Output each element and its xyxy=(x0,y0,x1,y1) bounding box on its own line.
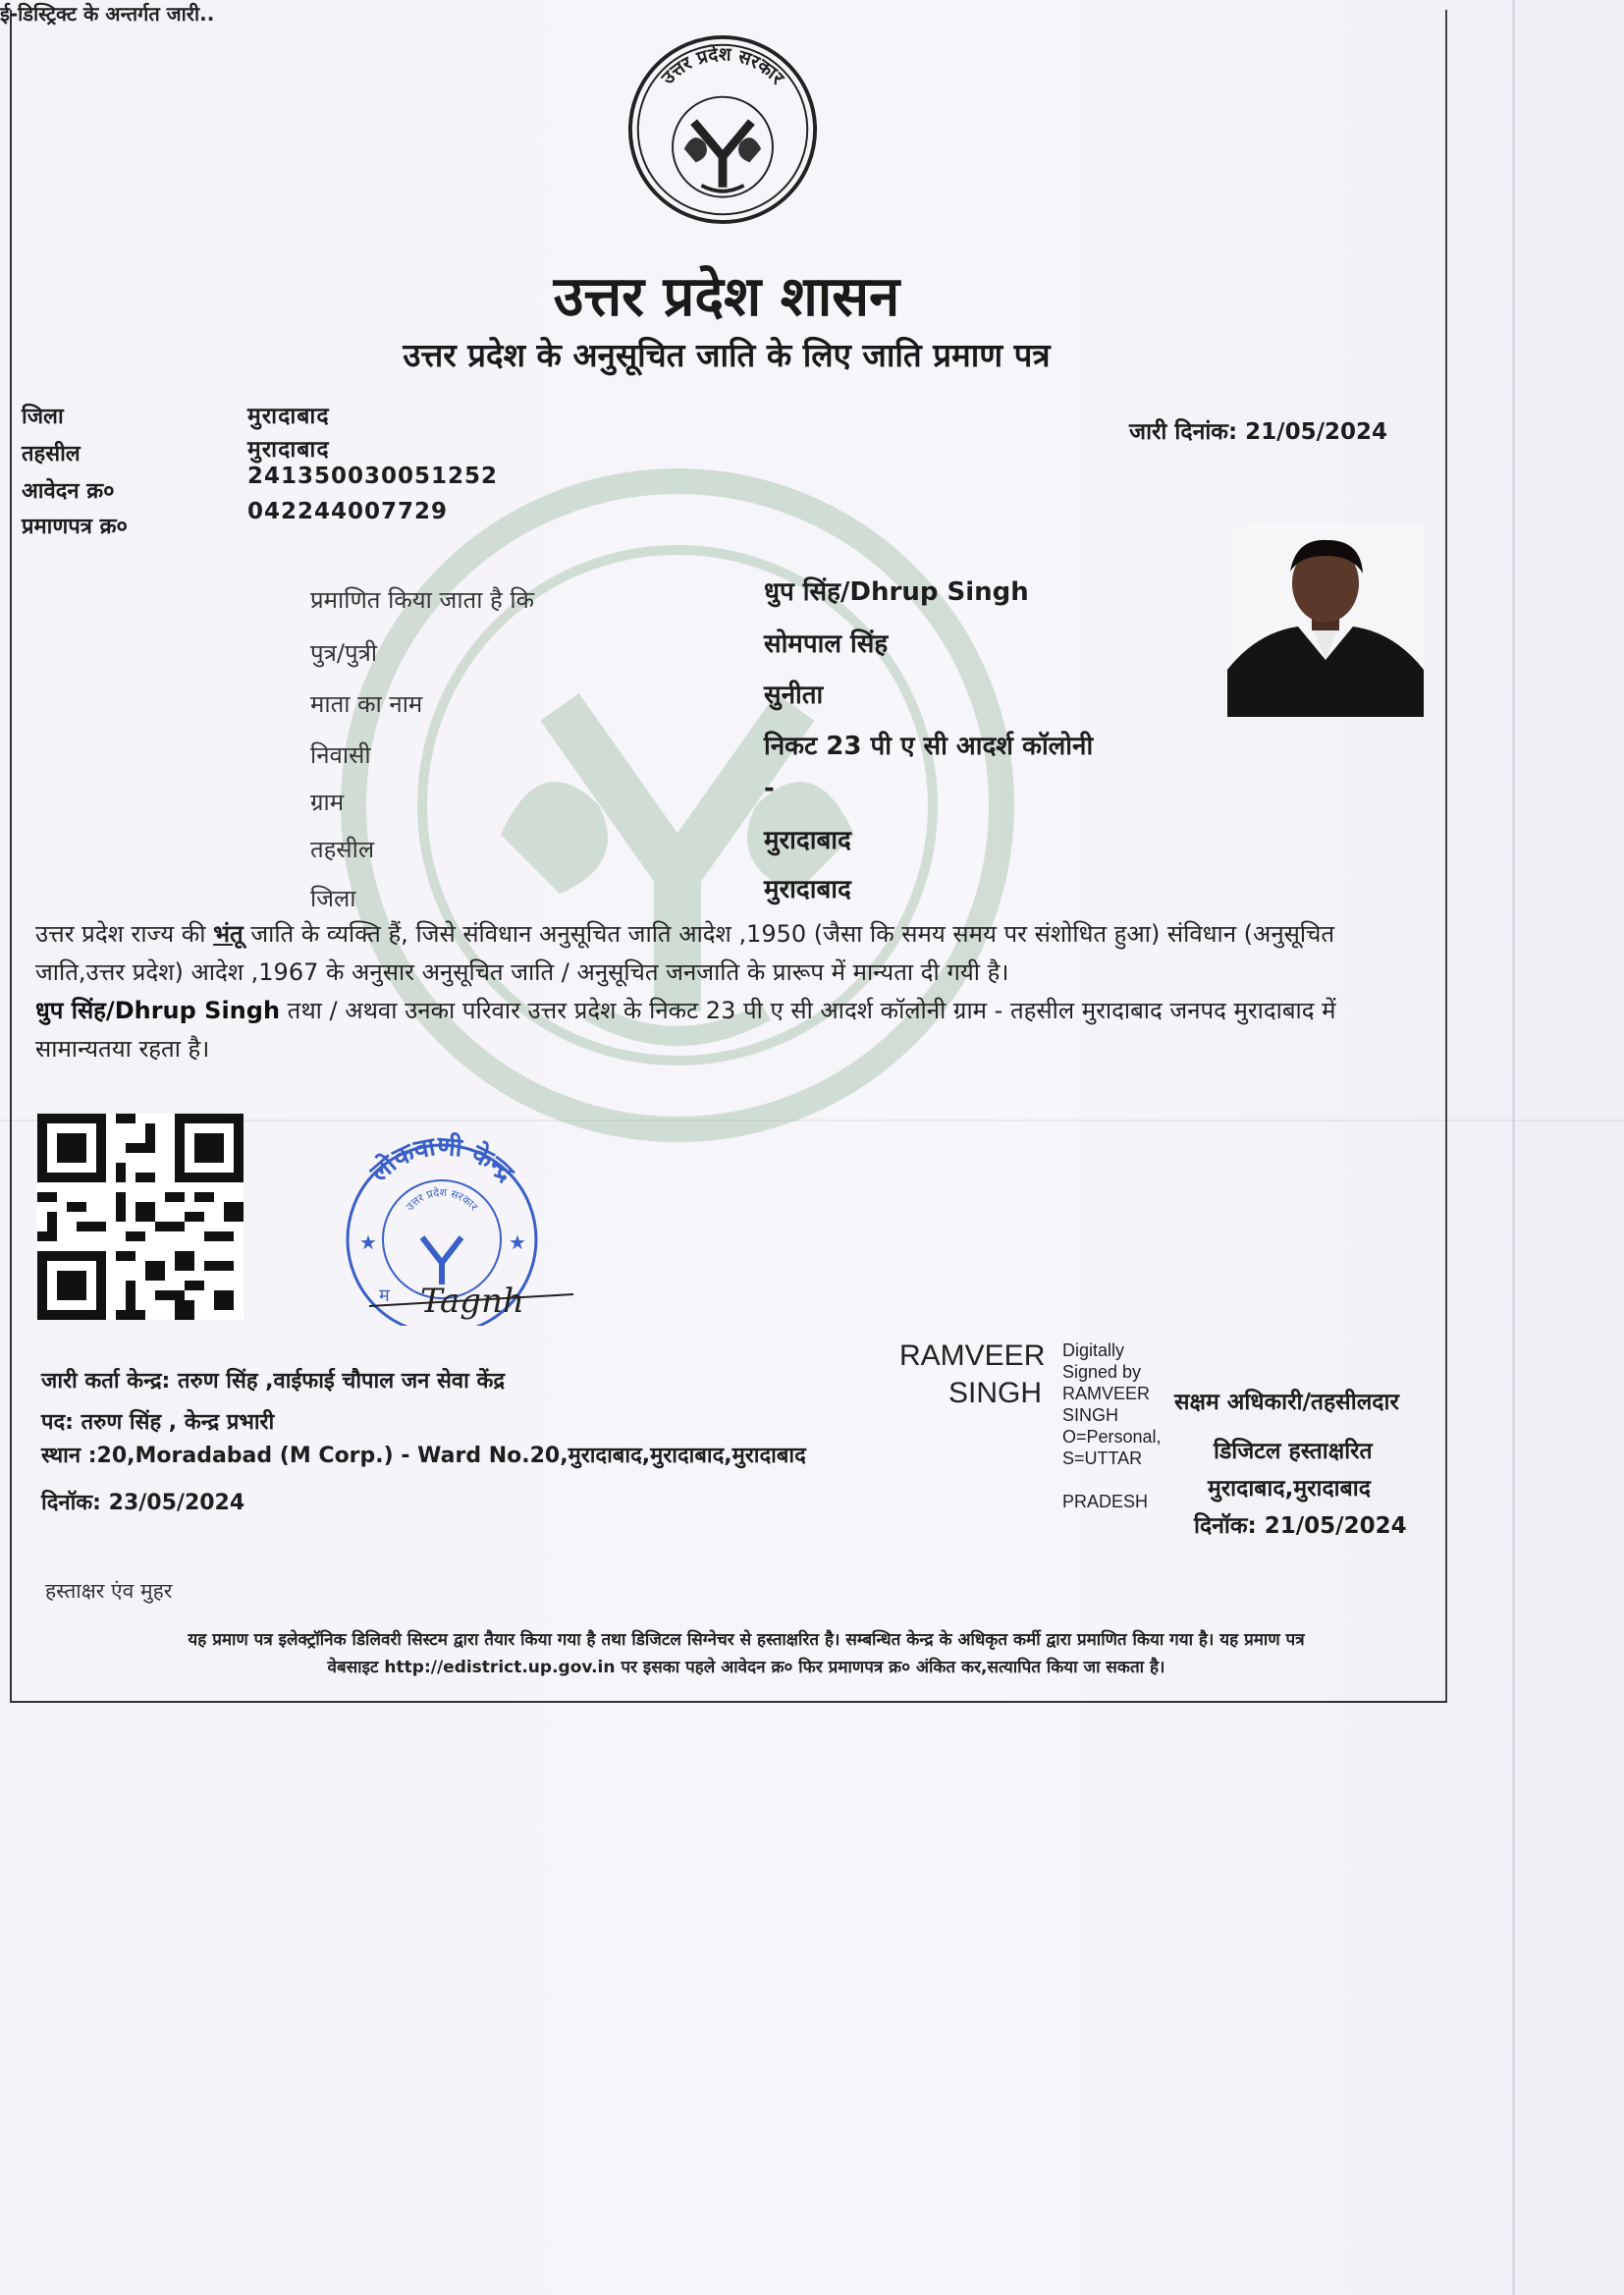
certificate-footer xyxy=(39,1626,1453,1681)
header-note: ई-डिस्ट्रिक्ट के अन्तर्गत जारी.. xyxy=(0,2,215,26)
father-name: सोमपाल सिंह xyxy=(764,629,889,659)
field-tehsil-label: तहसील xyxy=(310,836,375,863)
ds-state-tail: PRADESH xyxy=(1062,1492,1149,1511)
paper-crease xyxy=(1512,0,1515,2295)
stamp-text: लोकवाणी केन्द्र xyxy=(364,1131,519,1188)
field-district-value: मुरादाबाद xyxy=(764,875,851,904)
district-value: मुरादाबाद xyxy=(247,404,330,429)
certificate-paragraph-1 xyxy=(35,915,1430,992)
issuer-post: पद: तरुण सिंह , केन्द्र प्रभारी xyxy=(41,1410,275,1435)
mother-label: माता का नाम xyxy=(310,690,423,718)
lokvani-stamp xyxy=(330,1129,575,1326)
village-value: - xyxy=(764,774,775,803)
applicant-name: धुप सिंह/Dhrup Singh xyxy=(764,577,1029,607)
village-label: ग्राम xyxy=(310,789,345,816)
officer-date: दिनॉक: 21/05/2024 xyxy=(1194,1513,1407,1539)
mother-name: सुनीता xyxy=(764,681,824,710)
certificate-title: उत्तर प्रदेश शासन xyxy=(553,264,900,329)
digital-sign-details xyxy=(1062,1339,1162,1469)
application-no-label: आवेदन क्र० xyxy=(22,479,115,504)
ds-line: RAMVEER xyxy=(1062,1384,1151,1403)
tehsil-value: मुरादाबाद xyxy=(247,437,330,463)
stamp-inner-text: उत्तर प्रदेश सरकार xyxy=(403,1185,481,1214)
field-district-label: जिला xyxy=(310,885,356,912)
para1-intro: उत्तर प्रदेश राज्य की xyxy=(35,920,214,948)
footer-line-2: वेबसाइट http://edistrict.up.gov.in पर इसका पहले आवेदन क्र० फिर प्रमाणपत्र क्र० अंकित कर,सत्यापित किया जा सकता है। xyxy=(327,1658,1165,1677)
signer-name-line1: RAMVEER xyxy=(899,1339,1046,1372)
footer-line-1: यह प्रमाण पत्र इलेक्ट्रॉनिक डिलिवरी सिस्टम द्वारा तैयार किया गया है तथा डिजिटल सिग्नेचर से हस्ताक्षरित है। सम्बन्धित केन्द्र के अधिकृत कर्मी द्वारा प्रमाणित किया गया है। यह प्रमाण पत्र xyxy=(188,1630,1305,1650)
certificate-paragraph-2 xyxy=(35,992,1430,1068)
field-tehsil-value: मुरादाबाद xyxy=(764,826,851,855)
issuer-date: दिनॉक: 23/05/2024 xyxy=(41,1491,245,1515)
officer-signed: डिजिटल हस्ताक्षरित xyxy=(1214,1439,1373,1464)
up-emblem-seal xyxy=(626,33,819,226)
ds-line: S=UTTAR xyxy=(1062,1448,1143,1468)
district-label: जिला xyxy=(22,405,64,429)
ds-line: Signed by xyxy=(1062,1362,1142,1382)
person-photo-icon xyxy=(1227,522,1424,717)
tehsil-label: तहसील xyxy=(22,442,81,466)
certified-label: प्रमाणित किया जाता है कि xyxy=(310,586,535,614)
resident-label: निवासी xyxy=(310,741,371,769)
certificate-no-label: प्रमाणपत्र क्र० xyxy=(22,515,128,539)
ds-line: O=Personal, xyxy=(1062,1427,1162,1447)
svg-text:★: ★ xyxy=(359,1230,377,1254)
svg-text:★: ★ xyxy=(509,1230,526,1254)
certificate-subtitle: उत्तर प्रदेश के अनुसूचित जाति के लिए जाति प्रमाण पत्र xyxy=(403,336,1051,374)
issue-date: जारी दिनांक: 21/05/2024 xyxy=(1129,419,1387,445)
para2-text: तथा / अथवा उनका परिवार उत्तर प्रदेश के निकट 23 पी ए सी आदर्श कॉलोनी ग्राम - तहसील मुरादाबाद जनपद मुरादाबाद में सामान्यतया रहता है। xyxy=(35,997,1336,1063)
applicant-photo xyxy=(1227,522,1424,717)
ds-line: Digitally xyxy=(1062,1340,1125,1360)
resident-address: निकट 23 पी ए सी आदर्श कॉलोनी xyxy=(764,732,1094,761)
qr-code[interactable] xyxy=(37,1114,244,1320)
para2-name: धुप सिंह/Dhrup Singh xyxy=(35,997,281,1024)
sign-seal-label: हस्ताक्षर एंव मुहर xyxy=(45,1579,173,1603)
son-daughter-label: पुत्र/पुत्री xyxy=(310,639,378,667)
caste-name: भंतू xyxy=(213,920,244,948)
signature: Tagnh xyxy=(420,1282,524,1321)
certificate-no-value: 042244007729 xyxy=(247,499,449,524)
issuer-place: स्थान :20,Moradabad (M Corp.) - Ward No.20,मुरादाबाद,मुरादाबाद,मुरादाबाद xyxy=(41,1444,806,1468)
para1-text: जाति के व्यक्ति हैं, जिसे संविधान अनुसूचित जाति आदेश ,1950 (जैसा कि समय समय पर संशोधित हुआ) संविधान (अनुसूचित जाति,उत्तर प्रदेश) आदेश ,1967 के अनुसार अनुसूचित जाति / अनुसूचित जनजाति के प्रारूप में मान्यता दी गयी है। xyxy=(35,920,1335,986)
officer-title: सक्षम अधिकारी/तहसीलदार xyxy=(1174,1390,1399,1415)
officer-place: मुरादाबाद,मुरादाबाद xyxy=(1208,1476,1371,1502)
application-no-value: 241350030051252 xyxy=(247,464,499,489)
issuing-center: जारी कर्ता केन्द्र: तरुण सिंह ,वाईफाई चौपाल जन सेवा केंद्र xyxy=(41,1369,506,1393)
svg-text:उत्तर प्रदेश सरकार xyxy=(404,1186,480,1214)
signer-name-line2: SINGH xyxy=(948,1377,1043,1409)
stamp-mark: म xyxy=(379,1285,390,1306)
seal-text: उत्तर प्रदेश सरकार xyxy=(658,44,788,89)
ds-line: SINGH xyxy=(1062,1405,1119,1425)
